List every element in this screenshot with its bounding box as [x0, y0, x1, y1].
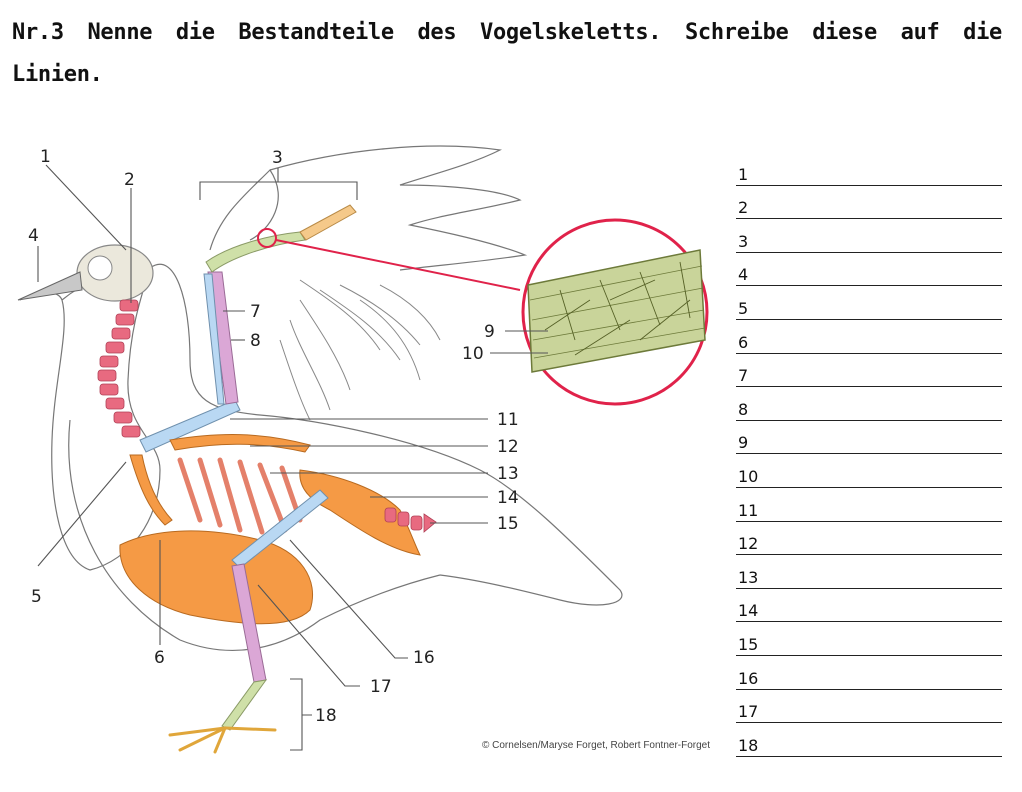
answer-line-16[interactable]: [736, 656, 1002, 690]
answer-line-7[interactable]: [736, 354, 1002, 388]
answer-number: 11: [738, 500, 759, 520]
hand-bones: [206, 232, 305, 272]
label-5: 5: [31, 587, 42, 607]
answer-number: 12: [738, 534, 759, 554]
copyright-credit: © Cornelsen/Maryse Forget, Robert Fontner-Forget: [482, 740, 711, 751]
label-4: 4: [28, 226, 39, 246]
finger-bones: [300, 205, 356, 240]
label-18: 18: [315, 706, 337, 726]
label-14: 14: [497, 488, 519, 508]
answer-number: 14: [738, 601, 759, 621]
answer-line-4[interactable]: [736, 253, 1002, 287]
answer-number: 7: [738, 366, 749, 386]
answer-number: 17: [738, 702, 759, 722]
answer-line-13[interactable]: [736, 555, 1002, 589]
answer-line-12[interactable]: [736, 522, 1002, 556]
answer-number: 2: [738, 198, 749, 218]
beak: [18, 272, 82, 300]
label-6: 6: [154, 648, 165, 668]
label-3: 3: [272, 148, 283, 168]
wing-outline: [210, 146, 525, 270]
label-11: 11: [497, 410, 519, 430]
wing-feathers: [280, 280, 440, 420]
answer-number: 16: [738, 668, 759, 688]
toes: [170, 728, 275, 752]
bird-body-outline: [20, 268, 160, 570]
answer-number: 4: [738, 265, 749, 285]
label-16: 16: [413, 648, 435, 668]
answer-number: 18: [738, 735, 759, 755]
magnifier-connector: [276, 240, 520, 290]
answer-number: 15: [738, 634, 759, 654]
answer-line-8[interactable]: [736, 387, 1002, 421]
skull: [77, 245, 153, 301]
label-13: 13: [497, 464, 519, 484]
answer-line-6[interactable]: [736, 320, 1002, 354]
label-9: 9: [484, 322, 495, 342]
answer-number: 5: [738, 298, 749, 318]
label-8: 8: [250, 331, 261, 351]
answer-number: 10: [738, 466, 759, 486]
answer-number: 6: [738, 332, 749, 352]
label-7: 7: [250, 302, 261, 322]
answer-number: 8: [738, 399, 749, 419]
label-2: 2: [124, 170, 135, 190]
answer-number: 9: [738, 433, 749, 453]
answer-line-11[interactable]: [736, 488, 1002, 522]
answer-line-10[interactable]: [736, 454, 1002, 488]
answer-line-2[interactable]: [736, 186, 1002, 220]
answer-lines: [736, 152, 1002, 757]
answer-line-1[interactable]: [736, 152, 1002, 186]
answer-line-15[interactable]: [736, 622, 1002, 656]
label-15: 15: [497, 514, 519, 534]
answer-line-17[interactable]: [736, 690, 1002, 724]
answer-line-9[interactable]: [736, 421, 1002, 455]
answer-line-5[interactable]: [736, 286, 1002, 320]
label-17: 17: [370, 677, 392, 697]
answer-number: 3: [738, 231, 749, 251]
answer-line-14[interactable]: [736, 589, 1002, 623]
label-1: 1: [40, 147, 51, 167]
task-instruction: Nr.3 Nenne die Bestandteile des Vogelskeletts. Schreibe diese auf die Linien.: [12, 20, 1002, 87]
answer-line-3[interactable]: [736, 219, 1002, 253]
sternum: [120, 531, 313, 624]
answer-number: 1: [738, 164, 749, 184]
label-10: 10: [462, 344, 484, 364]
answer-number: 13: [738, 567, 759, 587]
label-12: 12: [497, 437, 519, 457]
answer-line-18[interactable]: [736, 723, 1002, 757]
eye-socket: [88, 256, 112, 280]
tarsometatarsus: [222, 680, 266, 730]
scapula: [170, 435, 310, 452]
